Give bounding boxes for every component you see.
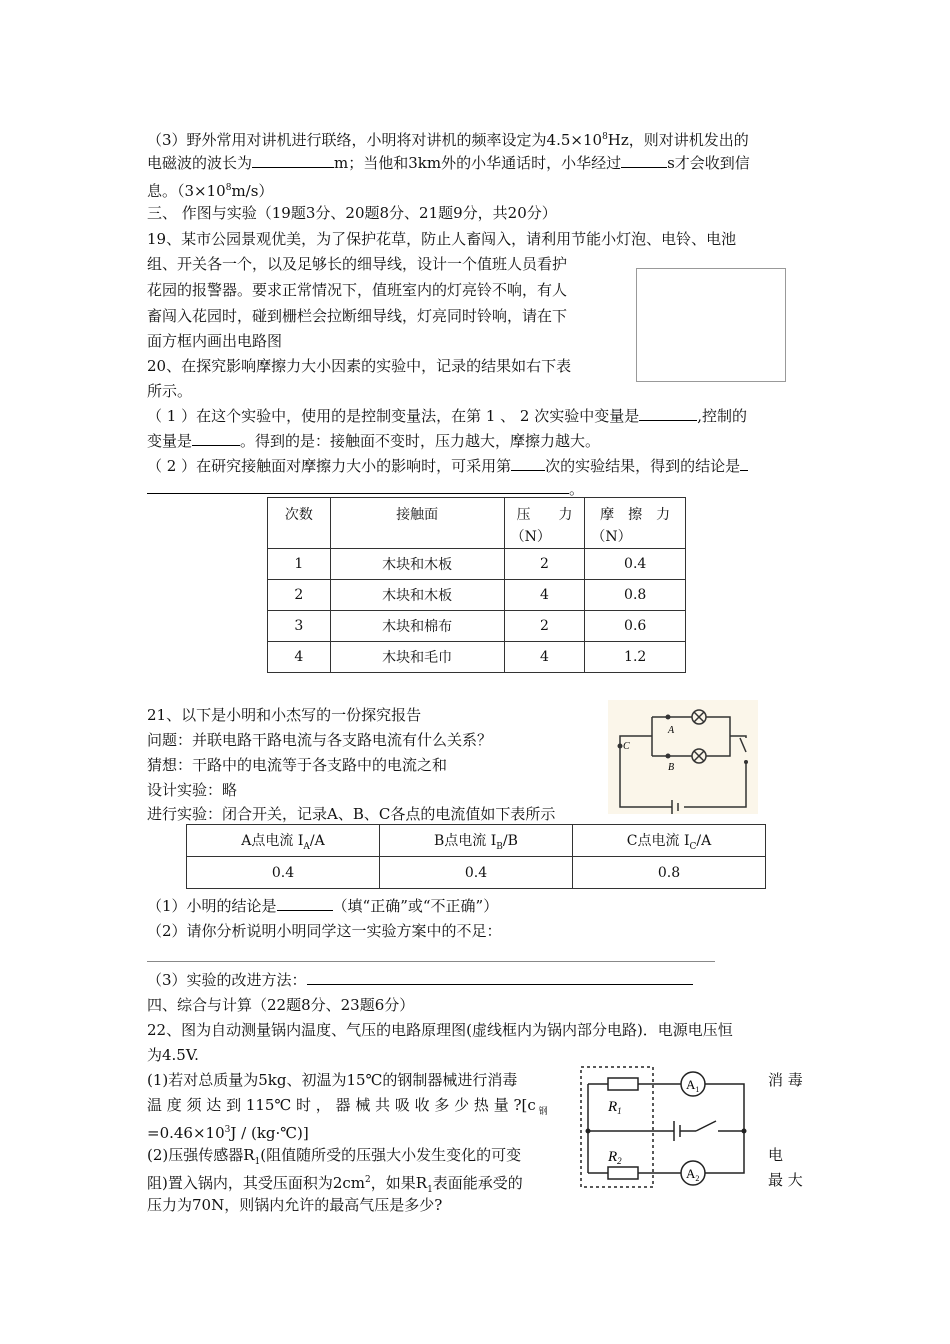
- header-surface: 接触面: [330, 498, 504, 549]
- controlled-variable-blank[interactable]: [192, 430, 240, 446]
- q18-line-3: 息。$(3\times 10^8m/s)$: [147, 182, 274, 200]
- time-blank[interactable]: [621, 152, 667, 168]
- table-row: 0.4 0.4 0.8: [187, 857, 766, 889]
- q21-part-2: （2）请你分析说明小明同学这一实验方案中的不足：: [147, 922, 502, 940]
- q20-line-2: 所示。: [147, 382, 193, 400]
- header-point-b: B点电流 $I_B/B$: [379, 825, 572, 857]
- q22-line-7: 阻)置入锅内，其受压面积为$2cm^2$，如果$R_1$表面能承受的: [147, 1174, 523, 1195]
- header-point-a: A点电流 $I_A/A$: [187, 825, 380, 857]
- q21-line-4: 设计实验：略: [147, 781, 238, 799]
- header-point-c: C点电流 $I_C/A$: [572, 825, 765, 857]
- q22-line-1: 22、图为自动测量锅内温度、气压的电路原理图(虚线框内为锅内部分电路)．电源电压恒: [147, 1021, 733, 1039]
- label-r2: $R_2$: [608, 1149, 622, 1166]
- conclusion-correctness-blank[interactable]: [277, 895, 333, 911]
- table-row: 4 木块和毛巾 4 1.2: [268, 642, 686, 673]
- q20-line-1: 20、在探究影响摩擦力大小因素的实验中，记录的结果如右下表: [147, 357, 572, 375]
- q20-line-4: 变量是 。得到的是：接触面不变时，压力越大，摩擦力越大。: [147, 432, 601, 450]
- q22-line-7-right: 最 大: [768, 1171, 803, 1189]
- parallel-circuit-diagram: [608, 700, 758, 814]
- table-row: 3 木块和棉布 2 0.6: [268, 611, 686, 642]
- label-b: B: [668, 762, 675, 773]
- dashed-boundary: [581, 1067, 653, 1187]
- header-trial: 次数: [268, 498, 331, 549]
- q18-line-2: 电磁波的波长为 m；当他和3km外的小华通话时，小华经过 s才会收到信: [147, 154, 750, 172]
- q22-line-5: $=0.46\times 10^3J$ / (kg·℃)]: [147, 1124, 309, 1142]
- label-a: A: [668, 725, 675, 736]
- conclusion-blank[interactable]: [147, 478, 569, 494]
- q20-line-5: （ 2 ）在研究接触面对摩擦力大小的影响时，可采用第 次的实验结果，得到的结论是: [147, 455, 748, 477]
- q21-line-2: 问题：并联电路干路电流与各支路电流有什么关系？: [147, 731, 493, 749]
- wavelength-blank[interactable]: [252, 152, 334, 168]
- variable-blank[interactable]: [639, 405, 697, 421]
- trial-number-blank[interactable]: [511, 455, 545, 471]
- improvement-blank[interactable]: [307, 969, 693, 985]
- q22-line-8: 压力为70N，则锅内允许的最高气压是多少?: [147, 1196, 443, 1214]
- label-c: C: [623, 741, 630, 752]
- label-a2: $A_2$: [686, 1166, 700, 1183]
- q22-line-6: (2)压强传感器$R_1$(阻值随所受的压强大小发生变化的可变: [147, 1146, 522, 1167]
- friction-table: [267, 497, 686, 673]
- header-pressure: 压 力 （N）: [504, 498, 585, 549]
- q22-line-4: 温 度 须 达 到 115℃ 时 ， 器 械 共 吸 收 多 少 热 量 ?[c $_钢$: [147, 1096, 548, 1117]
- label-r1: $R_1$: [608, 1099, 622, 1116]
- q19-line-2: 组、开关各一个，以及足够长的细导线，设计一个值班人员看护: [147, 255, 568, 273]
- q21-line-3: 猜想：干路中的电流等于各支路中的电流之和: [147, 756, 448, 774]
- q22-line-2: 为4.5V.: [147, 1046, 199, 1064]
- q21-part-1: （1）小明的结论是 （填“正确”或“不正确”）: [147, 897, 499, 915]
- pressure-cooker-circuit: [578, 1063, 766, 1191]
- q21-line-1: 21、以下是小明和小杰写的一份探究报告: [147, 706, 422, 724]
- q19-line-4: 畜闯入花园时，碰到栅栏会拉断细导线，灯亮同时铃响，请在下: [147, 307, 568, 325]
- q19-line-3: 花园的报警器。要求正常情况下，值班室内的灯亮铃不响，有人: [147, 281, 568, 299]
- section-3-heading: 三、 作图与实验（19题3分、20题8分、21题9分，共20分）: [147, 204, 557, 222]
- q20-line-3: （ 1 ）在这个实验中，使用的是控制变量法，在第 1 、 2 次实验中变量是 ,控制的: [147, 407, 748, 425]
- q18-line-1: （3）野外常用对讲机进行联络，小明将对讲机的频率设定为$4.5\times 10^8Hz$，则对讲机发出的: [147, 131, 749, 149]
- header-friction: 摩 擦 力 （N）: [585, 498, 686, 549]
- q21-line-5: 进行实验：闭合开关，记录A、B、C各点的电流值如下表所示: [147, 805, 556, 823]
- table-row: 2 木块和木板 4 0.8: [268, 580, 686, 611]
- q22-line-3-right: 消 毒: [768, 1071, 803, 1089]
- table-row: 1 木块和木板 2 0.4: [268, 549, 686, 580]
- q22-line-6-right: 电: [768, 1146, 784, 1164]
- q20-line-6: 。: [147, 478, 584, 500]
- current-table: [186, 824, 766, 889]
- q21-part-3: （3）实验的改进方法：: [147, 969, 693, 991]
- circuit-drawing-box[interactable]: [636, 268, 786, 382]
- deficiency-answer-line[interactable]: [147, 961, 715, 962]
- label-a1: $A_1$: [686, 1077, 700, 1094]
- q22-line-3: (1)若对总质量为5kg、初温为15℃的钢制器械进行消毒: [147, 1071, 518, 1089]
- q19-line-1: 19、某市公园景观优美，为了保护花草，防止人畜闯入，请利用节能小灯泡、电铃、电池: [147, 230, 737, 248]
- section-4-heading: 四、综合与计算（22题8分、23题6分）: [147, 996, 415, 1014]
- q19-line-5: 面方框内画出电路图: [147, 332, 283, 350]
